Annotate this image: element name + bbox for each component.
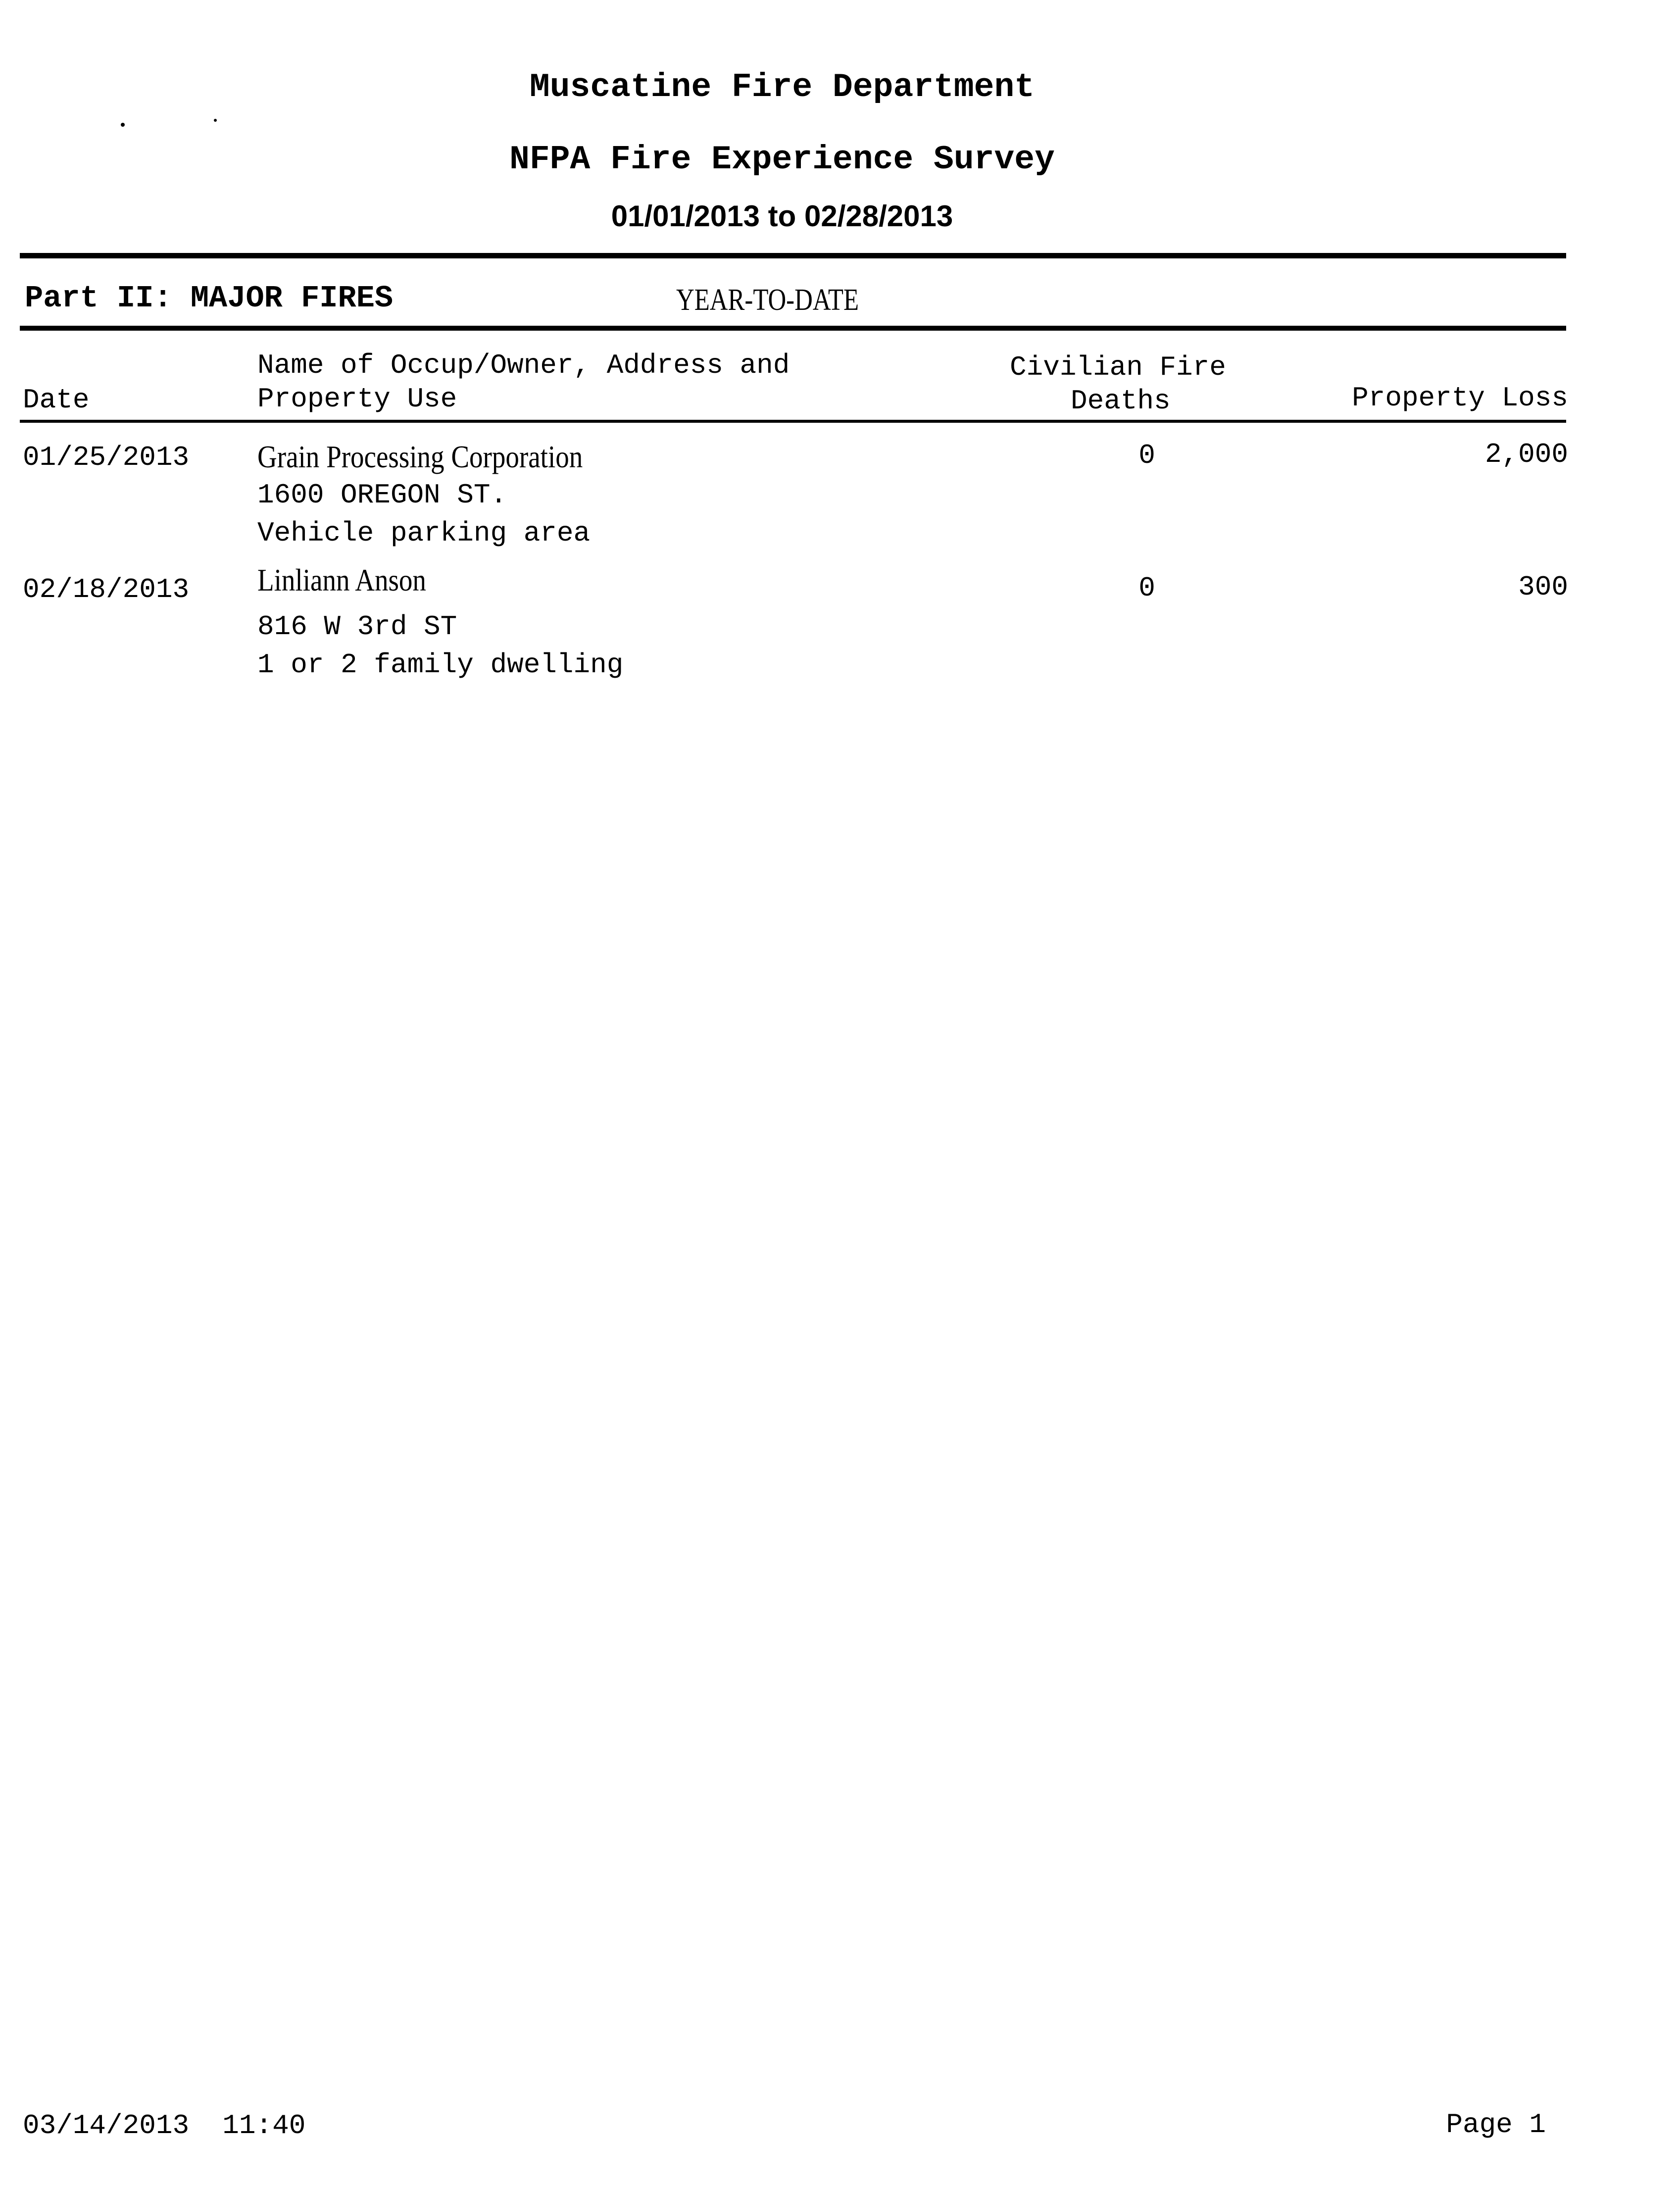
row-name: Linliann Anson (257, 562, 426, 597)
divider-header (20, 420, 1566, 423)
row-address: 1600 OREGON ST. (257, 479, 507, 511)
column-header-date: Date (23, 384, 90, 416)
row-loss: 2,000 (1484, 439, 1568, 470)
column-header-name-line1: Name of Occup/Owner, Address and (257, 349, 790, 381)
divider-section (20, 326, 1566, 331)
row-address: 816 W 3rd ST (257, 611, 457, 643)
row-date: 01/25/2013 (23, 442, 190, 473)
row-date: 02/18/2013 (23, 574, 190, 605)
date-range: 01/01/2013 to 02/28/2013 (611, 199, 953, 233)
column-header-deaths-line2: Deaths (1071, 385, 1171, 417)
row-loss: 300 (1518, 571, 1568, 603)
section-title: Part II: MAJOR FIRES (25, 281, 394, 316)
scan-speck (121, 123, 125, 127)
row-property-use: Vehicle parking area (257, 517, 591, 549)
scan-speck (214, 119, 217, 122)
row-deaths: 0 (1138, 440, 1155, 471)
row-name: Grain Processing Corporation (257, 439, 583, 474)
report-title: NFPA Fire Experience Survey (509, 141, 1055, 179)
column-header-name-line2: Property Use (257, 383, 457, 415)
column-header-deaths-line1: Civilian Fire (1010, 351, 1226, 383)
row-property-use: 1 or 2 family dwelling (257, 649, 624, 681)
column-header-loss: Property Loss (1352, 382, 1568, 414)
row-deaths: 0 (1138, 572, 1155, 604)
section-period: YEAR-TO-DATE (676, 283, 859, 317)
organization-title: Muscatine Fire Department (529, 68, 1035, 106)
divider-top (20, 253, 1566, 258)
page-number: Page 1 (1446, 2109, 1546, 2140)
print-timestamp: 03/14/2013 11:40 (23, 2110, 306, 2141)
